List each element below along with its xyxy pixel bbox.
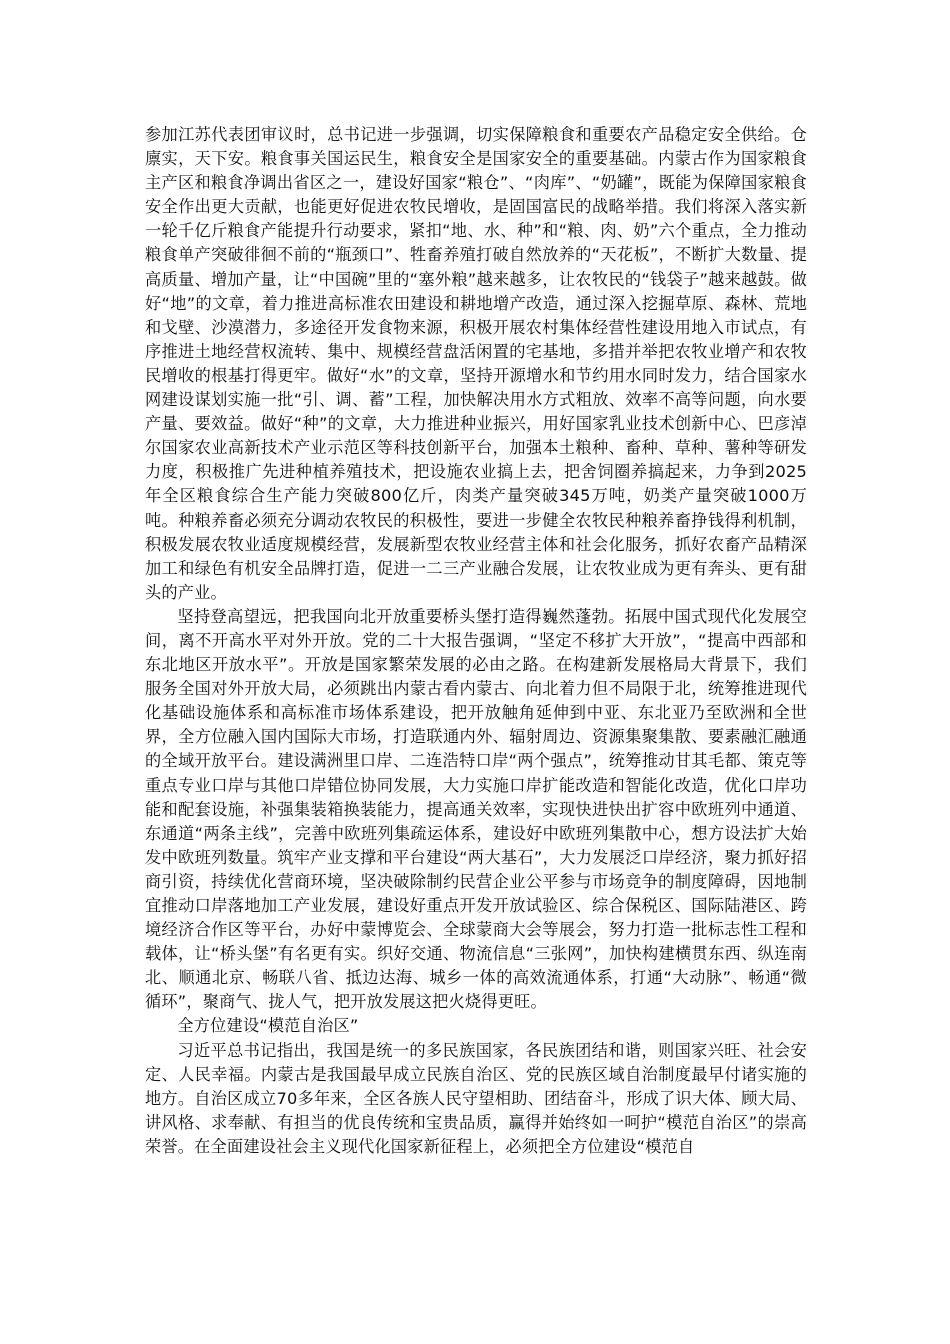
paragraph-opening-up: 坚持登高望远，把我国向北开放重要桥头堡打造得巍然蓬勃。拓展中国式现代化发展空间，离不开高水平对外开放。党的二十大报告强调，“坚定不移扩大开放”，“提高中西部和东北地区开放水平”。开放是国家繁荣发展的必由之路。在构建新发展格局大背景下，我们服务全国对外开放大局，必须跳出内蒙古看内蒙古、向北着力但不局限于北，统筹推进现代化基础设施体系和高标准市场体系建设，把开放触角延伸到中亚、东北亚乃至欧洲和全世界，全方位融入国内国际大市场，打造联通内外、辐射周边、资源集聚集散、要素融汇融通的全域开放平台。建设满洲里口岸、二连浩特口岸“两个强点”，统筹推动甘其毛都、策克等重点专业口岸与其他口岸错位协同发展，大力实施口岸扩能改造和智能化改造，优化口岸功能和配套设施，补强集装箱换装能力，提高通关效率，实现快进快出扩容中欧班列中通道、东通道“两条主线”，完善中欧班列集疏运体系，建设好中欧班列集散中心，想方设法扩大始发中欧班列数量。筑牢产业支撑和平台建设“两大基石”，大力发展泛口岸经济，聚力抓好招商引资，持续优化营商环境，坚决破除制约民营企业公平参与市场竞争的制度障碍，因地制宜推动口岸落地加工产业发展，建设好重点开发开放试验区、综合保税区、国际陆港区、跨境经济合作区等平台，办好中蒙博览会、全球蒙商大会等展会，努力打造一批标志性工程和载体，让“桥头堡”有名更有实。织好交通、物流信息“三张网”，加快构建横贯东西、纵连南北、顺通北京、畅联八省、抵边达海、城乡一体的高效流通体系，打通“大动脉”、畅通“微循环”，聚商气、拢人气，把开放发展这把火烧得更旺。 bbox=[145, 606, 807, 1012]
document-body bbox=[145, 123, 807, 1159]
paragraph-model-autonomous-region: 习近平总书记指出，我国是统一的多民族国家，各民族团结和谐，则国家兴旺、社会安定、人民幸福。内蒙古是我国最早成立民族自治区、党的民族区域自治制度最早付诸实施的地方。自治区成立70多年来，全区各族人民守望相助、团结奋斗，形成了识大体、顾大局、讲风格、求奉献、有担当的优良传统和宝贵品质，赢得并始终如一呵护“模范自治区”的崇高荣誉。在全面建设社会主义现代化国家新征程上，必须把全方位建设“模范自 bbox=[145, 1040, 807, 1156]
paragraph-grain-security: 参加江苏代表团审议时，总书记进一步强调，切实保障粮食和重要农产品稳定安全供给。仓廪实，天下安。粮食事关国运民生，粮食安全是国家安全的重要基础。内蒙古作为国家粮食主产区和粮食净调出省区之一，建设好国家“粮仓”、“肉库”、“奶罐”，既能为保障国家粮食安全作出更大贡献，也能更好促进农牧民增收，是固国富民的战略举措。我们将深入落实新一轮千亿斤粮食产能提升行动要求，紧扣“地、水、种”和“粮、肉、奶”六个重点，全力推动粮食单产突破徘徊不前的“瓶颈口”、牲畜养殖打破自然放养的“天花板”，不断扩大数量、提高质量、增加产量，让“中国碗”里的“塞外粮”越来越多，让农牧民的“钱袋子”越来越鼓。做好“地”的文章，着力推进高标准农田建设和耕地增产改造，通过深入挖掘草原、森林、荒地和戈壁、沙漠潜力，多途径开发食物来源，积极开展农村集体经营性建设用地入市试点，有序推进土地经营权流转、集中、规模经营盘活闲置的宅基地，多措并举把农牧业增产和农牧民增收的根基打得更牢。做好“水”的文章，坚持开源增水和节约用水同时发力，结合国家水网建设谋划实施一批“引、调、蓄”工程，加快解决用水方式粗放、效率不高等问题，向水要产量、要效益。做好“种”的文章，大力推进种业振兴，用好国家乳业技术创新中心、巴彦淖尔国家农业高新技术产业示范区等科技创新平台，加强本土粮种、畜种、草种、薯种等研发力度，积极推广先进种植养殖技术，把设施农业搞上去，把舍饲圈养搞起来，力争到2025年全区粮食综合生产能力突破800亿斤，肉类产量突破345万吨，奶类产量突破1000万吨。种粮养畜必须充分调动农牧民的积极性，要进一步健全农牧民种粮养畜挣钱得利机制，积极发展农牧业适度规模经营，发展新型农牧业经营主体和社会化服务，抓好农畜产品精深加工和绿色有机安全品牌打造，促进一二三产业融合发展，让农牧业成为更有奔头、更有甜头的产业。 bbox=[145, 125, 807, 602]
section-heading: 全方位建设“模范自治区” bbox=[177, 1016, 359, 1036]
